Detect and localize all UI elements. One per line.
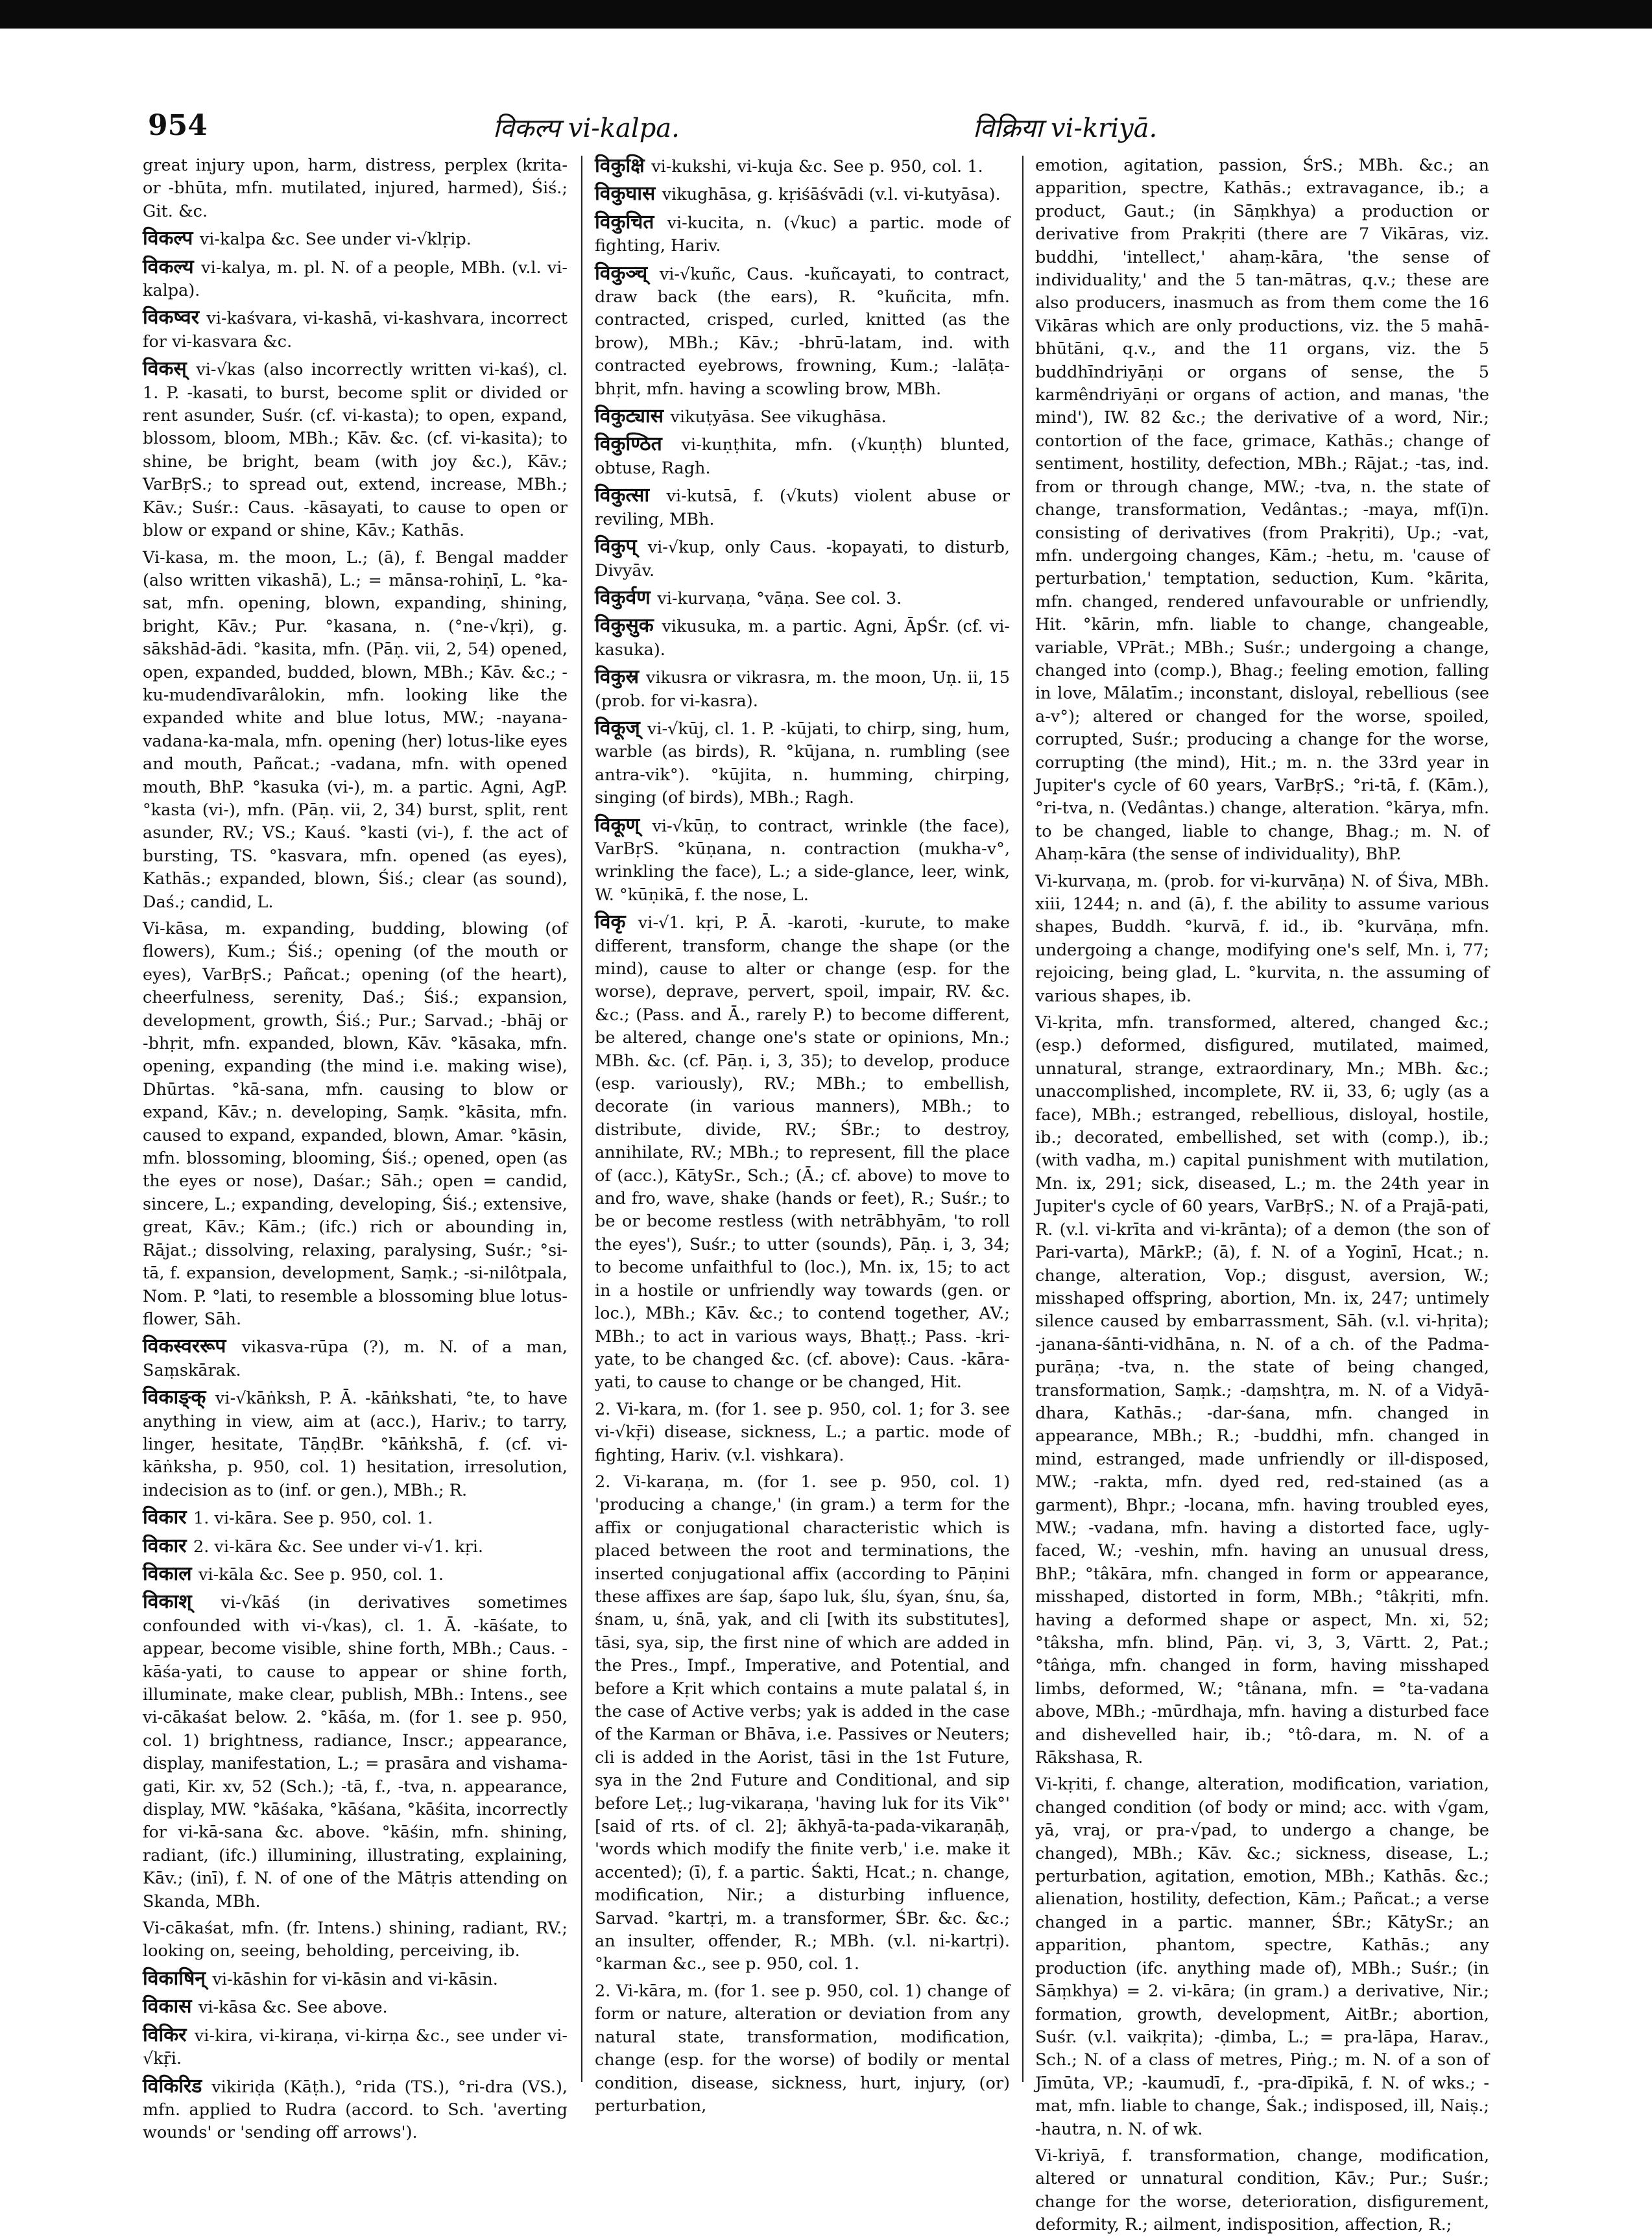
entry-text: vi-kalpa &c. See under vi-√klṛip. bbox=[199, 230, 472, 250]
dictionary-entry bbox=[143, 1967, 568, 1991]
entry-text: vi-√kas (also incorrectly written vi-kaś), cl. 1. P. -kasati, to burst, become split or divided or rent asunder, Suśr. (cf. vi-kasta); to open, expand, blossom, bloom, MBh.; Kāv. &c. (cf. vi-kasita); to shine, be bright, beam (with joy &c.), Kāv.; VarBṛS.; to spread out, extend, increase, MBh.; Kāv.; Suśr.: Caus. -kāsayati, to cause to open or blow or expand or shine, Kāv.; Kathās. bbox=[143, 360, 568, 541]
entry-text: vi-kukshi, vi-kuja &c. See p. 950, col. 1. bbox=[651, 157, 983, 176]
entry-headword: विकस् bbox=[143, 357, 197, 381]
entry-headword: विकुचित bbox=[595, 210, 667, 233]
entry-text: vikughāsa, g. kṛiśāśvādi (v.l. vi-kutyāsa). bbox=[662, 185, 1001, 205]
entry-headword: विकार bbox=[143, 1506, 193, 1529]
entry-text: vi-kuṇṭhita, mfn. (√kuṇṭh) blunted, obtuse, Ragh. bbox=[595, 435, 1010, 478]
entry-text: 1. vi-kāra. See p. 950, col. 1. bbox=[193, 1509, 433, 1529]
entry-text: 2. Vi-kāra, m. (for 1. see p. 950, col. 1) change of form or nature, alteration or deviation from any natural state, transformation, modification, change (esp. for the worse) of bodily or mental condition, disease, sickness, hurt, injury, (or) perturbation, bbox=[595, 1981, 1010, 2116]
entry-text: vi-kāsa &c. See above. bbox=[198, 1998, 388, 2018]
dictionary-entry bbox=[143, 1386, 568, 1502]
entry-text: emotion, agitation, passion, ŚrS.; MBh. &c.; an apparition, spectre, Kathās.; extravagance, ib.; a product, Gaut.; (in Sāṃkhya) a production or derivative from Prakṛiti (there are 7 Vikāras, viz. buddhi, 'intellect,' ahaṃ-kāra, 'the sense of individuality,' and the 5 tan-mātras, q.v.; these are also producers, inasmuch as from them come the 16 Vikāras which are only productions, viz. the 5 mahā-bhūtāni, q.v., and the 11 organs, viz. the 5 buddhīndriyāṇi or organs of sense, the 5 karmêndriyāṇi or organs of action, and manas, 'the mind'), IW. 82 &c.; the derivative of a word, Nir.; contortion of the face, grimace, Kathās.; change of sentiment, hostility, defection, MBh.; Rājat.; -tas, ind. from or through change, MW.; -tva, n. the state of change, transformation, Vedântas.; -maya, mf(ī)n. consisting of derivatives (from Prakṛiti), Up.; -vat, mfn. undergoing changes, Kām.; -hetu, m. 'cause of perturbation,' temptation, seduction, Kum. °kārita, mfn. changed, rendered unfavourable or unfriendly, Hit. °kārin, mfn. liable to change, changeable, variable, VPrāt.; MBh.; Suśr.; undergoing a change, changed into (comp.), Bhag.; feeling emotion, falling in love, Mālatīm.; inconstant, disloyal, rebellious (see a-v°); altered or changed for the worse, spoiled, corrupted, Suśr.; producing a change for the worse, corrupting (the mind), Hit.; m. n. the 33rd year in Jupiter's cycle of 60 years, VarBṛS.; °ri-tā, f. (Kām.), °ri-tva, n. (Vedântas.) change, alteration. °kārya, mfn. to be changed, liable to change, Bhag.; m. N. of Ahaṃ-kāra (the sense of individuality), BhP. bbox=[1035, 156, 1489, 865]
entry-headword: विकिर bbox=[143, 2023, 195, 2046]
dictionary-entry bbox=[143, 227, 568, 251]
entry-text: Vi-kriyā, f. transformation, change, modification, altered or unnatural condition, Kāv.; Pur.; Suśr.; change for the worse, deterioration, disfigurement, deformity, R.; ailment, indisposition, affection, R.; bbox=[1035, 2146, 1489, 2235]
entry-text: vi-√kāṅksh, P. Ā. -kāṅkshati, °te, to have anything in view, aim at (acc.), Hariv.; to tarry, linger, hesitate, TāṇḍBr. °kāṅkshā, f. (cf. vi-kāṅksha, p. 950, col. 1) hesitation, irresolution, indecision as to (inf. or gen.), MBh.; R. bbox=[143, 1389, 568, 1500]
entry-text: 2. Vi-kara, m. (for 1. see p. 950, col. 1; for 3. see vi-√kṝi) disease, sickness, L.; a partic. mode of fighting, Hariv. (v.l. vishkara). bbox=[595, 1399, 1010, 1465]
dictionary-entry bbox=[143, 1562, 568, 1586]
entry-headword: विकुञ्च् bbox=[595, 261, 660, 285]
dictionary-entry bbox=[143, 306, 568, 353]
running-head-right: विक्रिया vi-kriyā. bbox=[973, 114, 1158, 143]
dictionary-entry bbox=[143, 256, 568, 303]
dictionary-entry bbox=[595, 1398, 1010, 1467]
dictionary-entry bbox=[143, 357, 568, 542]
entry-text: vi-kurvaṇa, °vāṇa. See col. 3. bbox=[657, 588, 902, 608]
dictionary-entry bbox=[595, 665, 1010, 713]
entry-headword: विकूज् bbox=[595, 716, 647, 739]
entry-text: Vi-kasa, m. the moon, L.; (ā), f. Bengal madder (also written vikashā), L.; = mānsa-rohiṇī, L. °ka-sat, mfn. opening, blown, expanding, shining, bright, Kāv.; Pur. °kasana, n. (°ne-√kṛi), g. sākshād-ādi. °kasita, mfn. (Pāṇ. vii, 2, 54) opened, open, expanded, budded, blown, MBh.; Kāv. &c.; -ku-mudendīvarâlokin, mfn. looking like the expanded white and blue lotus, MW.; -nayana-vadana-ka-mala, mfn. opening (her) lotus-like eyes and mouth, Pañcat.; -vadana, mfn. with opened mouth, BhP. °kasuka (vi-), m. a partic. Agni, AgP. °kasta (vi-), mfn. (Pāṇ. vii, 2, 34) burst, split, rent asunder, RV.; VS.; Kauś. °kasti (vi-), f. the act of bursting, TS. °kasvara, mfn. opened (as eyes), Kathās.; expanded, blown, Śiś.; clear (as sound), Daś.; candid, L. bbox=[143, 547, 568, 912]
entry-headword: विकाश् bbox=[143, 1590, 221, 1614]
dictionary-entry bbox=[595, 614, 1010, 662]
page-number: 954 bbox=[148, 109, 208, 142]
entry-text: 2. Vi-karaṇa, m. (for 1. see p. 950, col. 1) 'producing a change,' (in gram.) a term for the affix or conjugational characteristic which is placed between the root and terminations, the inserted conjugational affix (according to Pāṇini these affixes are śap, śapo luk, ślu, śyan, śnu, śa, śnam, u, śnā, yak, and cli [with its substitutes], tāsi, sya, sip, the first nine of which are added in the Pres., Impf., Imperative, and Potential, and before a Kṛit which contains a mute palatal ś, in the case of Active verbs; yak is added in the case of the Karman or Bhāva, i.e. Passives or Neuters; cli is added in the Aorist, tāsi in the 1st Future, sya in the 2nd Future and Conditional, and sip before Leṭ.; lug-vikaraṇa, 'having luk for its Vik°' [said of rts. of cl. 2]; ākhyā-ta-pada-vikaraṇāḥ, 'words which modify the finite verb,' i.e. make it accented); (ī), f. a partic. Śakti, Hcat.; n. change, modification, Nir.; a disturbing influence, Sarvad. °kartṛi, m. a transformer, ŚBr. &c. &c.; an insulter, offender, R.; MBh. (v.l. ni-kartṛi). °karman &c., see p. 950, col. 1. bbox=[595, 1472, 1010, 1974]
dictionary-entry bbox=[143, 154, 568, 223]
entry-text: vikasva-rūpa (?), m. N. of a man, Saṃskārak. bbox=[143, 1337, 568, 1380]
dictionary-entry bbox=[143, 1590, 568, 1913]
entry-text: Vi-kṛita, mfn. transformed, altered, changed &c.; (esp.) deformed, disfigured, mutilated, maimed, unnatural, strange, extraordinary, Mn.; MBh. &c.; unaccomplished, incomplete, RV. ii, 33, 6; ugly (as a face), MBh.; estranged, rebellious, disloyal, hostile, ib.; decorated, embellished, set with (comp.), ib.; (with vadha, m.) capital punishment with mutilation, Mn. ix, 291; sick, diseased, L.; m. the 24th year in Jupiter's cycle of 60 years, VarBṛS.; N. of a Prajā-pati, R. (v.l. vi-krīta and vi-krānta); of a demon (the son of Pari-varta), MārkP.; (ā), f. N. of a Yoginī, Hcat.; n. change, alteration, Vop.; disgust, aversion, W.; misshaped offspring, abortion, Mn. ix, 247; untimely silence caused by embarrassment, Sāh. (v.l. vi-hṛita); -janana-śānti-vidhāna, n. N. of a ch. of the Padma-purāṇa; -tva, n. the state of being changed, transformation, Saṃk.; -daṃshṭra, m. N. of a Vidyā-dhara, Kathās.; -dar-śana, mfn. changed in appearance, MBh.; R.; -buddhi, mfn. changed in mind, estranged, made unfriendly or ill-disposed, MW.; -rakta, mfn. dyed red, red-stained (as a garment), Bhpr.; -locana, mfn. having troubled eyes, MW.; -vadana, mfn. having a distorted face, ugly-faced, W.; -veshin, mfn. having an unusual dress, BhP.; °tâkāra, mfn. changed in form or appearance, misshaped, distorted in form, MBh.; °tâkṛiti, mfn. having a deformed shape or aspect, Mn. xi, 52; °tâksha, mfn. blind, Pāṇ. vi, 3, 3, Vārtt. 2, Pat.; °tâṅga, mfn. changed in form, having misshaped limbs, deformed, W.; °tânana, mfn. = °ta-vadana above, MBh.; -mūrdhaja, mfn. having a disturbed face and dishevelled hair, ib.; °tô-dara, m. N. of a Rākshasa, R. bbox=[1035, 1013, 1489, 1768]
dictionary-entry bbox=[595, 433, 1010, 480]
dictionary-entry bbox=[595, 586, 1010, 610]
dictionary-entry bbox=[143, 1506, 568, 1530]
entry-headword: विकुत्सा bbox=[595, 484, 667, 507]
column-divider bbox=[581, 156, 582, 2082]
entry-headword: विकस्वररूप bbox=[143, 1335, 242, 1358]
entry-text: vikuṭyāsa. See vikughāsa. bbox=[670, 407, 887, 427]
entry-text: vi-√kuñc, Caus. -kuñcayati, to contract, draw back (the ears), R. °kuñcita, mfn. contracted, crisped, curled, knitted (as the brow), MBh.; Kāv.; -bhrū-latam, ind. with contracted eyebrows, frowning, Kum.; -lalāṭa-bhṛit, mfn. having a scowling brow, MBh. bbox=[595, 264, 1010, 399]
dictionary-entry bbox=[595, 182, 1010, 206]
dictionary-entry bbox=[143, 1335, 568, 1382]
entry-text: vi-kāla &c. See p. 950, col. 1. bbox=[198, 1564, 444, 1585]
entry-headword: विकष्वर bbox=[143, 306, 207, 329]
scan-top-edge bbox=[0, 0, 1652, 29]
entry-headword: विकुप् bbox=[595, 535, 648, 558]
dictionary-entry bbox=[595, 911, 1010, 1394]
entry-headword: विकाल bbox=[143, 1562, 199, 1585]
entry-headword: विकुक्षि bbox=[595, 154, 652, 177]
entry-text: Vi-kṛiti, f. change, alteration, modification, variation, changed condition (of body or mind; acc. with √gam, yā, vraj, or pra-√pad, to undergo a change, be changed), MBh.; Kāv. &c.; sickness, disease, L.; perturbation, agitation, emotion, MBh.; Kathās. &c.; alienation, hostility, defection, Kām.; Pañcat.; a verse changed in a partic. manner, ŚBr.; KātySr.; an apparition, phantom, spectre, Kathās.; any production (ifc. anything made of), MBh.; Suśr.; (in Sāṃkhya) = 2. vi-kāra; (in gram.) a derivative, Nir.; formation, growth, development, AitBr.; abortion, Suśr. (v.l. vaikṛita); -ḍimba, L.; = pra-lāpa, Harav., Sch.; N. of a class of metres, Piṅg.; m. N. of a son of Jīmūta, VP.; -kaumudī, f., -pra-dīpikā, f. N. of wks.; -mat, mfn. liable to change, Śak.; indisposed, ill, Naiṣ.; -hautra, n. N. of wk. bbox=[1035, 1775, 1489, 2139]
dictionary-entry bbox=[143, 2024, 568, 2071]
entry-headword: विकृ bbox=[595, 911, 638, 934]
entry-text: Vi-kurvaṇa, m. (prob. for vi-kurvāṇa) N. of Śiva, MBh. xiii, 1244; n. and (ā), f. the ability to assume various shapes, Buddh. °kurvā, f. id., ib. °kurvāṇa, mfn. undergoing a change, modifying one's self, Mn. i, 77; rejoicing, being glad, L. °kurvita, n. the assuming of various shapes, ib. bbox=[1035, 871, 1489, 1006]
dictionary-entry bbox=[1035, 154, 1489, 867]
entry-headword: विकार bbox=[143, 1534, 193, 1557]
running-head-left: विकल्प vi-kalpa. bbox=[493, 114, 680, 143]
entry-text: vi-kāshin for vi-kāsin and vi-kāsin. bbox=[212, 1969, 498, 1989]
dictionary-entry bbox=[595, 1980, 1010, 2118]
entry-text: Vi-kāsa, m. expanding, budding, blowing (of flowers), Kum.; Śiś.; opening (of the mouth or eyes), VarBṛS.; Pañcat.; opening (of the heart), cheerfulness, serenity, Daś.; Śiś.; expansion, development, growth, Śiś.; Pur.; Sarvad.; -bhāj or -bhṛit, mfn. expanded, blown, Kāv. °kāsaka, mfn. opening, expanding (the mind i.e. making wise), Dhūrtas. °kā-sana, mfn. causing to blow or expand, Kāv.; n. developing, Saṃk. °kāsita, mfn. caused to expand, expanded, blown, Amar. °kāsin, mfn. blossoming, blooming, Śiś.; opened, open (as the eyes or nose), Daśar.; Sāh.; open = candid, sincere, L.; expanding, developing, Śiś.; extensive, great, Kāv.; Kām.; (ifc.) rich or abounding in, Rājat.; dissolving, relaxing, paralysing, Suśr.; °si-tā, f. expansion, development, Saṃk.; -si-nilôtpala, Nom. P. °lati, to resemble a blossoming blue lotus-flower, Sāh. bbox=[143, 919, 568, 1329]
entry-headword: विकुघास bbox=[595, 182, 662, 206]
dictionary-entry bbox=[595, 814, 1010, 907]
entry-headword: विकल्य bbox=[143, 255, 202, 278]
column-divider bbox=[1022, 156, 1024, 2082]
entry-text: vi-√1. kṛi, P. Ā. -karoti, -kurute, to make different, transform, change the shape (or the mind), cause to alter or change (esp. for the worse), deprave, pervert, spoil, impair, RV. &c. &c.; (Pass. and Ā., rarely P.) to become different, be altered, change one's state or opinions, Mn.; MBh. &c. (cf. Pāṇ. i, 3, 35); to develop, produce (esp. variously), RV.; MBh.; to embellish, decorate (in various manners), MBh.; to distribute, divide, RV.; ŚBr.; to destroy, annihilate, RV.; MBh.; to represent, fill the place of (acc.), KātySr., Sch.; (Ā.; cf. above) to move to and fro, wave, shake (hands or feet), R.; Suśr.; to be or become restless (with netrābhyām, 'to roll the eyes'), Suśr.; to utter (sounds), Pāṇ. i, 3, 34; to become unfaithful to (loc.), Mn. ix, 15; to act in a hostile or unfriendly way towards (gen. or loc.), MBh.; Kāv. &c.; to contend together, AV.; MBh.; to act in various ways, Bhaṭṭ.; Pass. -kri-yate, to be changed &c. (cf. above): Caus. -kāra-yati, to cause to change or be changed, Hit. bbox=[595, 913, 1010, 1393]
entry-text: 2. vi-kāra &c. See under vi-√1. kṛi. bbox=[193, 1537, 484, 1557]
entry-headword: विकल्प bbox=[143, 227, 200, 250]
dictionary-entry bbox=[1035, 2145, 1489, 2237]
entry-headword: विकुट्यास bbox=[595, 405, 671, 428]
entry-headword: विकाषिन् bbox=[143, 1967, 213, 1990]
dictionary-entry bbox=[595, 154, 1010, 178]
dictionary-entry bbox=[143, 1917, 568, 1963]
dictionary-entry bbox=[595, 262, 1010, 401]
entry-headword: विकुसुक bbox=[595, 614, 662, 638]
dictionary-entry bbox=[595, 535, 1010, 582]
entry-headword: विकुण्ठित bbox=[595, 433, 682, 456]
entry-text: vi-√kāś (in derivatives sometimes confounded with vi-√kas), cl. 1. Ā. -kāśate, to appear, become visible, shine forth, MBh.; Caus. -kāśa-yati, to cause to appear or shine forth, illuminate, make clear, publish, MBh.: Intens., see vi-cākaśat below. 2. °kāśa, m. (for 1. see p. 950, col. 1) brightness, radiance, Inscr.; appearance, display, manifestation, L.; = prasāra and vishama-gati, Kir. xv, 52 (Sch.); -tā, f., -tva, n. appearance, display, MW. °kāśaka, °kāśana, °kāśita, incorrectly for vi-kā-sana &c. above. °kāśin, mfn. shining, radiant, (ifc.) illumining, illustrating, explaining, Kāv.; (inī), f. N. of one of the Mātṛis attending on Skanda, MBh. bbox=[143, 1593, 568, 1911]
dictionary-column-2 bbox=[595, 154, 1011, 2116]
dictionary-entry bbox=[595, 1471, 1010, 1976]
entry-text: Vi-cākaśat, mfn. (fr. Intens.) shining, radiant, RV.; looking on, seeing, beholding, perceiving, ib. bbox=[143, 1919, 568, 1961]
entry-headword: विकूण् bbox=[595, 813, 652, 837]
dictionary-entry bbox=[143, 1995, 568, 2019]
dictionary-entry bbox=[1035, 1012, 1489, 1769]
dictionary-entry bbox=[143, 2075, 568, 2145]
dictionary-entry bbox=[1035, 870, 1489, 1008]
entry-text: vi-kaśvara, vi-kashā, vi-kashvara, incorrect for vi-kasvara &c. bbox=[143, 309, 568, 352]
entry-text: vikiriḍa (Kāṭh.), °rida (TS.), °ri-dra (VS.), mfn. applied to Rudra (accord. to Sch. 'averting wounds' or 'sending off arrows'). bbox=[143, 2077, 568, 2143]
dictionary-entry bbox=[595, 484, 1010, 531]
dictionary-entry bbox=[595, 211, 1010, 258]
entry-text: vi-√kūj, cl. 1. P. -kūjati, to chirp, sing, hum, warble (as birds), R. °kūjana, n. rumbling (see antra-vik°). °kūjita, n. humming, chirping, singing (of birds), MBh.; Ragh. bbox=[595, 719, 1010, 808]
dictionary-column-3 bbox=[1035, 154, 1489, 2235]
dictionary-entry bbox=[143, 1535, 568, 1559]
entry-headword: विकास bbox=[143, 1995, 198, 2018]
entry-text: vi-kira, vi-kiraṇa, vi-kirṇa &c., see under vi-√kṝi. bbox=[143, 2026, 568, 2069]
entry-text: great injury upon, harm, distress, perplex (krita- or -bhūta, mfn. mutilated, injured, harmed), Śiś.; Git. &c. bbox=[143, 156, 568, 221]
entry-headword: विकुस्र bbox=[595, 665, 646, 689]
dictionary-entry bbox=[595, 717, 1010, 810]
entry-text: vi-kucita, n. (√kuc) a partic. mode of fighting, Hariv. bbox=[595, 213, 1010, 256]
entry-text: vi-kutsā, f. (√kuts) violent abuse or reviling, MBh. bbox=[595, 486, 1010, 529]
entry-text: vikusra or vikrasra, m. the moon, Uṇ. ii, 15 (prob. for vi-kasra). bbox=[595, 668, 1011, 711]
entry-text: vi-kalya, m. pl. N. of a people, MBh. (v.l. vi-kalpa). bbox=[143, 257, 568, 301]
dictionary-entry bbox=[143, 547, 568, 915]
entry-headword: विकाङ्क् bbox=[143, 1386, 216, 1409]
dictionary-entry bbox=[595, 405, 1010, 429]
dictionary-entry bbox=[143, 918, 568, 1331]
entry-text: vi-√kup, only Caus. -kopayati, to disturb, Divyāv. bbox=[595, 538, 1010, 580]
entry-text: vi-√kūṇ, to contract, wrinkle (the face), VarBṛS. °kūṇana, n. contraction (mukha-v°, wrinkling the face), L.; a side-glance, leer, wink, W. °kūṇikā, f. the nose, L. bbox=[595, 816, 1010, 905]
dictionary-entry bbox=[1035, 1773, 1489, 2141]
entry-headword: विकुर्वण bbox=[595, 586, 658, 609]
entry-headword: विकिरिड bbox=[143, 2074, 212, 2098]
dictionary-column-1 bbox=[143, 154, 568, 2143]
entry-text: vikusuka, m. a partic. Agni, ĀpŚr. (cf. vi-kasuka). bbox=[595, 617, 1010, 660]
